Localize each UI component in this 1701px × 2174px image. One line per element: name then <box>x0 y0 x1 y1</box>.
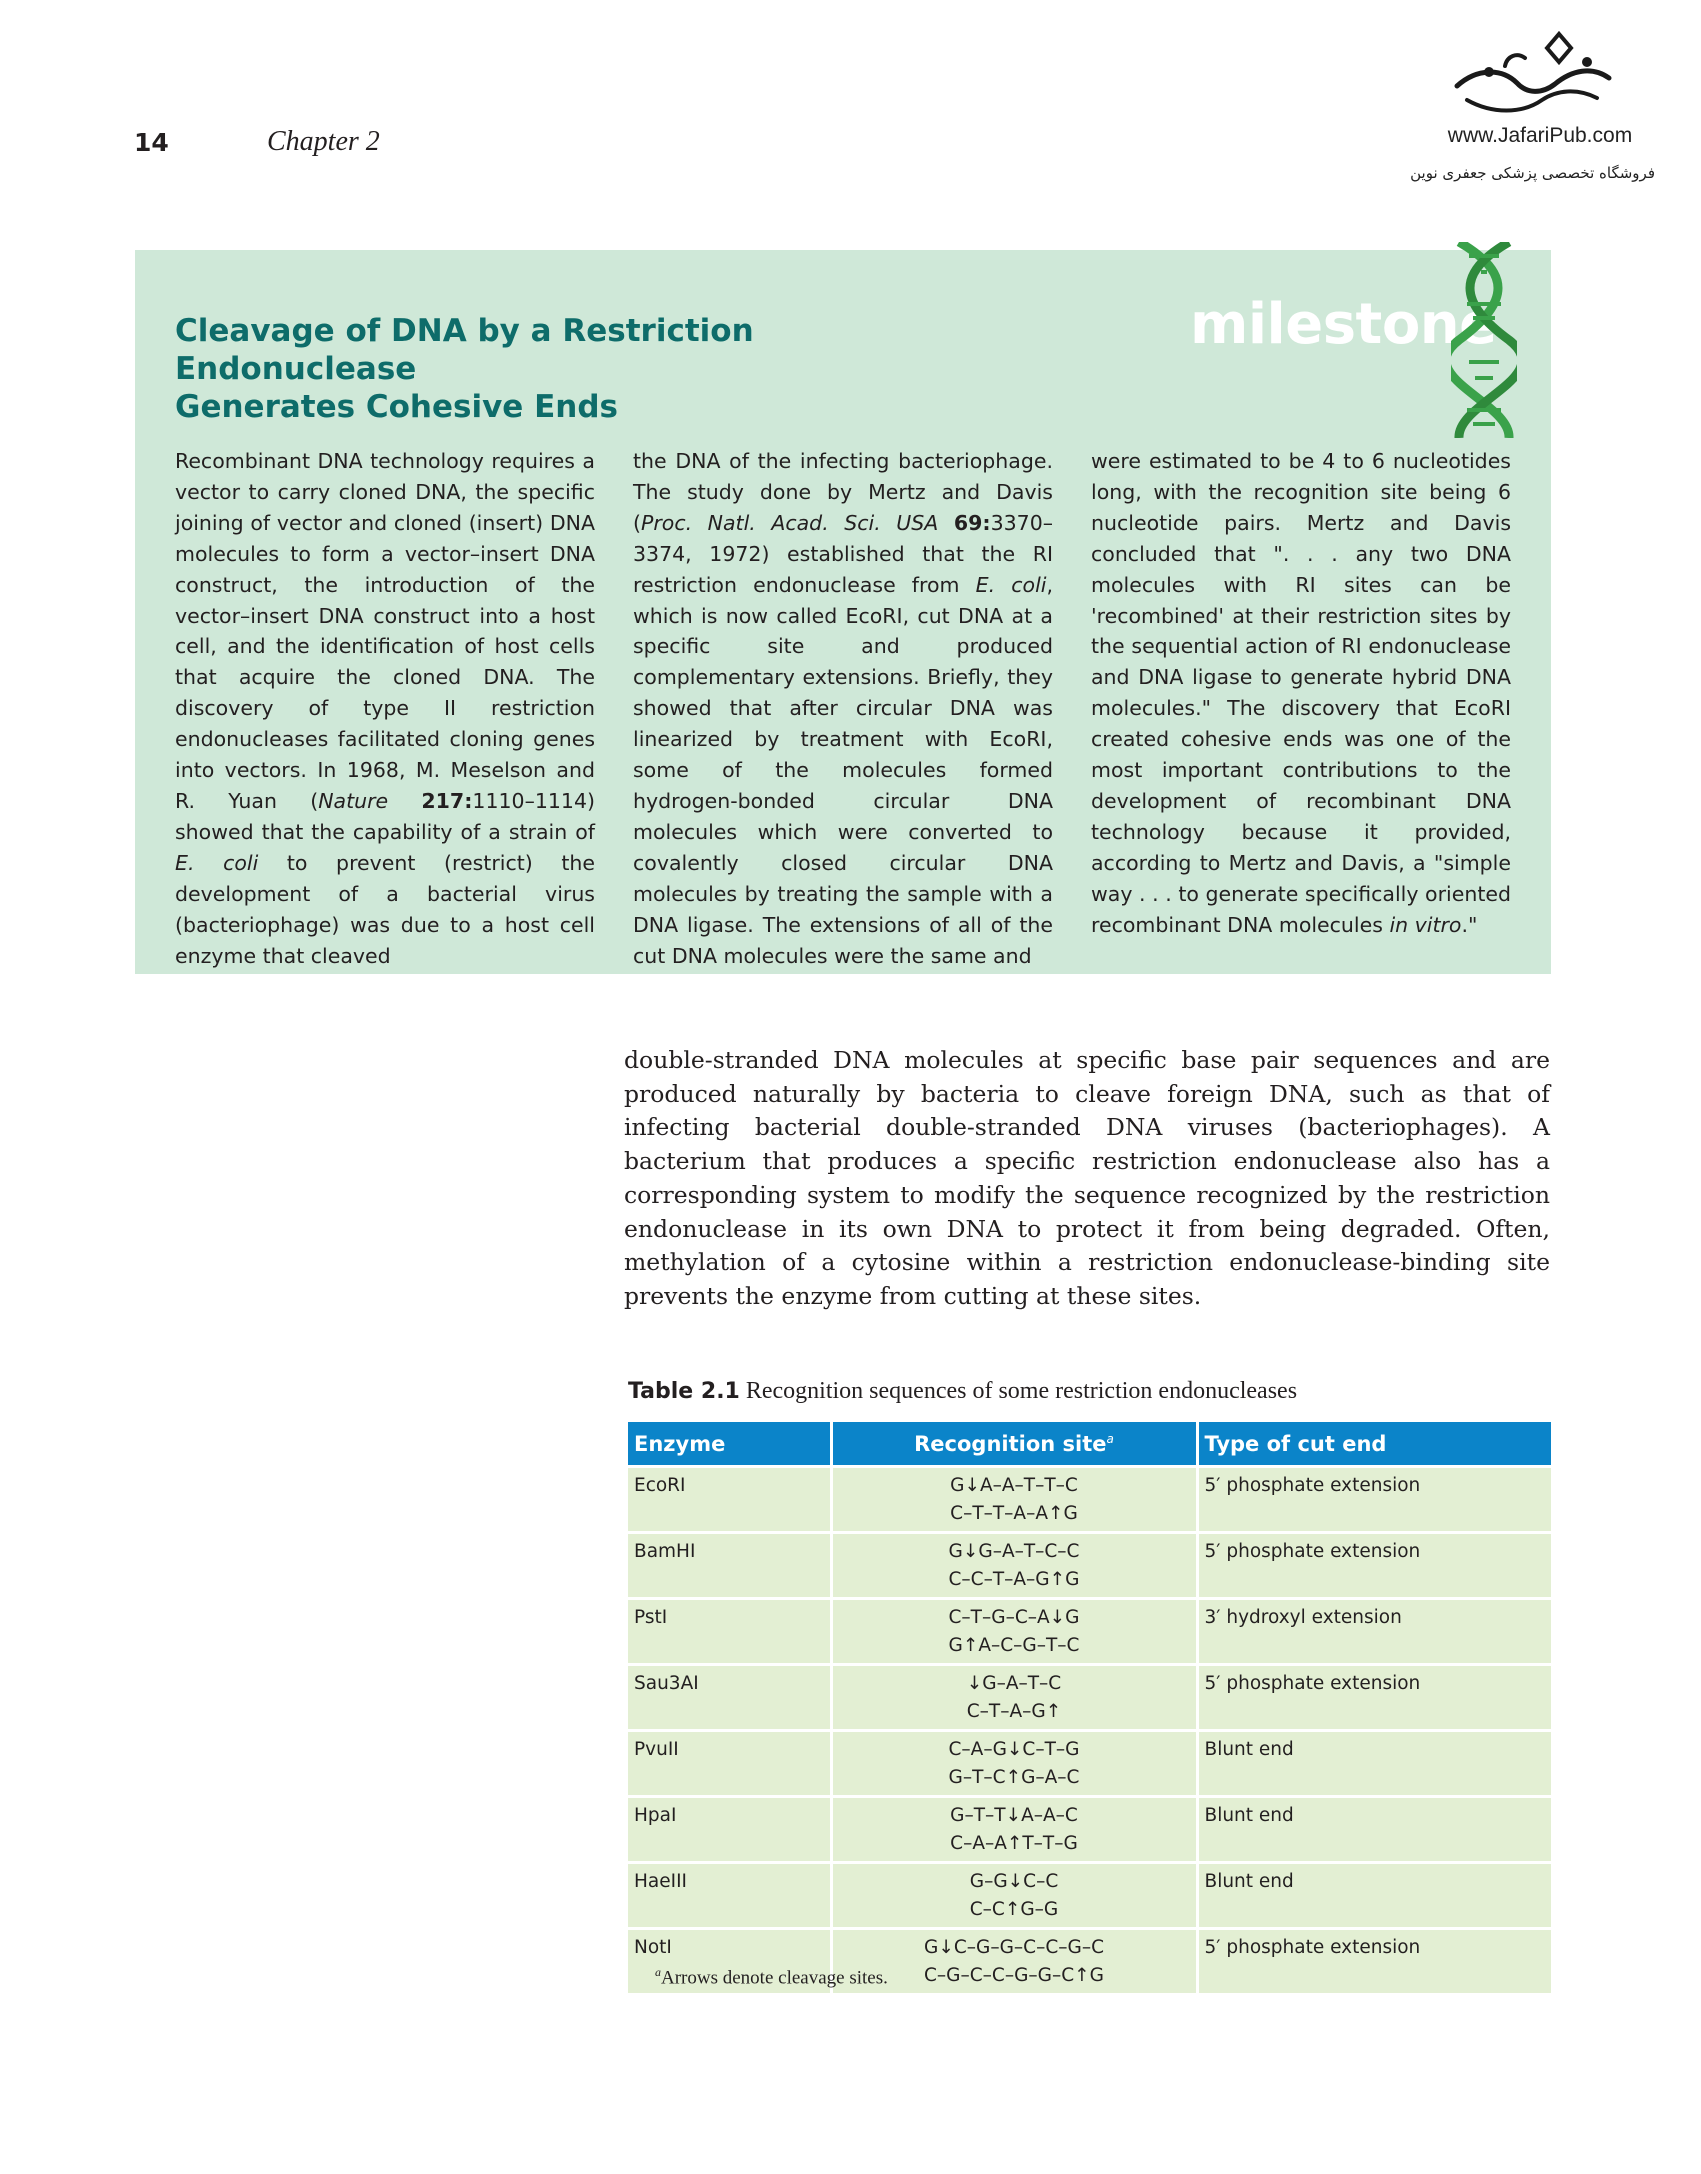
cut-type-cell: Blunt end <box>1197 1863 1551 1929</box>
cut-type-cell: 5′ phosphate extension <box>1197 1665 1551 1731</box>
body-paragraph: double-stranded DNA molecules at specific base pair sequences and are produced naturally by bacteria to cleave foreign DNA, such as that of infecting bacterial double-stranded DNA viruses (bacteriophages). A bacterium that produces a specific restriction endonuclease also has a corresponding system to modify the sequence recognized by the restriction endonuclease in its own DNA to protect it from being degraded. Often, methylation of a cytosine within a restriction endonuclease-binding site prevents the enzyme from cutting at these sites. <box>624 1046 1550 1310</box>
site-top-strand: ↓G–A–T–C <box>966 1673 1062 1694</box>
site-bottom-strand: C–A–A↑T–T–G <box>950 1833 1078 1854</box>
enzyme-cell: EcoRI <box>628 1467 831 1533</box>
publisher-tagline: فروشگاه تخصصی پزشکی جعفری نوین <box>1410 164 1655 182</box>
site-top-strand: G–T–T↓A–A–C <box>950 1805 1078 1826</box>
page-number: 14 <box>134 128 169 157</box>
milestone-title-line1: Cleavage of DNA by a Restriction Endonuclease <box>175 313 754 387</box>
recognition-site-cell <box>831 1797 1197 1863</box>
table-title: Recognition sequences of some restriction endonucleases <box>745 1378 1298 1404</box>
text-run: ." <box>1461 912 1478 937</box>
table-header-row <box>628 1422 1551 1467</box>
cut-type-cell: 5′ phosphate extension <box>1197 1467 1551 1533</box>
cut-type-cell: 5′ phosphate extension <box>1197 1929 1551 1994</box>
text-run: Recombinant DNA technology requires a vector to carry cloned DNA, the specific joining of vector and cloned (insert) DNA molecules to form a vector–insert DNA construct, the introduction of the vector–insert DNA construct into a host cell, and the identification of host cells that acquire the cloned DNA. The discovery of type II restriction endonucleases facilitated cloning genes into vectors. In 1968, M. Meselson and R. Yuan ( <box>175 449 595 813</box>
cut-type-cell: Blunt end <box>1197 1797 1551 1863</box>
header-recognition-site <box>831 1422 1197 1467</box>
text-run: to prevent (restrict) the development of a bacterial virus (bacteriophage) was due to a host cell enzyme that cleaved <box>175 850 595 968</box>
site-top-strand: G↓C–G–G–C–C–G–C <box>923 1937 1104 1958</box>
enzyme-cell: NotI <box>628 1929 831 1994</box>
text-run: E. coli <box>975 572 1047 597</box>
site-top-strand: C–A–G↓C–T–G <box>948 1739 1080 1760</box>
recognition-site-cell <box>831 1731 1197 1797</box>
text-run: Nature <box>318 788 389 813</box>
site-top-strand: G–G↓C–C <box>969 1871 1059 1892</box>
enzyme-cell: PstI <box>628 1599 831 1665</box>
text-run: , which is now called EcoRI, cut DNA at a specific site and produced complementary extensions. Briefly, they showed that after circular DNA was linearized by treatment with EcoRI, some of the molecules formed hydrogen-bonded circular DNA molecules which were converted to covalently closed circular DNA molecules by treating the sample with a DNA ligase. The extensions of all of the cut DNA molecules were the same and <box>633 572 1053 968</box>
milestone-title <box>175 312 935 426</box>
header-cut-type: Type of cut end <box>1197 1422 1551 1467</box>
footnote-marker: a <box>655 1965 661 1979</box>
header-footnote-marker: a <box>1106 1431 1114 1446</box>
milestone-box <box>135 250 1551 974</box>
table-row <box>628 1467 1551 1533</box>
publisher-logo-mark <box>1447 28 1617 128</box>
site-bottom-strand: G↑A–C–G–T–C <box>948 1635 1080 1656</box>
cut-type-cell: 5′ phosphate extension <box>1197 1533 1551 1599</box>
recognition-site-cell <box>831 1863 1197 1929</box>
text-run: E. coli <box>175 850 259 875</box>
text-run: 69: <box>953 510 991 535</box>
table-body <box>628 1467 1551 1994</box>
enzyme-cell: HaeIII <box>628 1863 831 1929</box>
header-enzyme: Enzyme <box>628 1422 831 1467</box>
enzyme-cell: Sau3AI <box>628 1665 831 1731</box>
enzyme-cell: HpaI <box>628 1797 831 1863</box>
milestone-title-line2: Generates Cohesive Ends <box>175 389 618 425</box>
milestone-column-1 <box>175 446 595 971</box>
dna-helix-icon <box>1451 242 1517 438</box>
site-top-strand: G↓A–A–T–T–C <box>950 1475 1078 1496</box>
site-top-strand: C–T–G–C–A↓G <box>948 1607 1080 1628</box>
text-run <box>938 511 954 535</box>
text-run: were estimated to be 4 to 6 nucleotides long, with the recognition site being 6 nucleotide pairs. Mertz and Davis concluded that ". . . any two DNA molecules with RI sites can be 'recombined' at their restriction sites by the sequential action of RI endonuclease and DNA ligase to generate hybrid DNA molecules." The discovery that EcoRI created cohesive ends was one of the most important contributions to the development of recombinant DNA technology because it provided, according to Mertz and Davis, a "simple way . . . to generate specifically oriented recombinant DNA molecules <box>1091 449 1511 937</box>
text-run: Proc. Natl. Acad. Sci. USA <box>641 510 939 535</box>
table-row <box>628 1863 1551 1929</box>
table-footnote <box>655 1965 888 1989</box>
table-row <box>628 1599 1551 1665</box>
recognition-site-cell <box>831 1665 1197 1731</box>
recognition-site-cell <box>831 1533 1197 1599</box>
table-row <box>628 1797 1551 1863</box>
table-row <box>628 1665 1551 1731</box>
text-run: 1110–1114) showed that the capability of a strain of <box>175 788 595 844</box>
text-run: the DNA of the infecting bacteriophage. The study done by Mertz and Davis ( <box>633 449 1053 535</box>
site-bottom-strand: C–C↑G–G <box>969 1899 1059 1920</box>
site-bottom-strand: C–G–C–C–G–G–C↑G <box>923 1965 1104 1986</box>
chapter-label: Chapter 2 <box>267 126 380 157</box>
recognition-site-cell <box>831 1599 1197 1665</box>
enzyme-cell: PvuII <box>628 1731 831 1797</box>
site-bottom-strand: C–T–T–A–A↑G <box>950 1503 1078 1524</box>
text-run: 217: <box>421 788 473 813</box>
table-row <box>628 1533 1551 1599</box>
enzyme-cell: BamHI <box>628 1533 831 1599</box>
table-row <box>628 1731 1551 1797</box>
site-bottom-strand: C–C–T–A–G↑G <box>948 1569 1080 1590</box>
milestone-badge: milestone <box>1190 292 1497 357</box>
enzyme-table <box>628 1422 1551 1993</box>
footnote-text: Arrows denote cleavage sites. <box>661 1967 888 1989</box>
milestone-column-3 <box>1091 446 1511 941</box>
site-bottom-strand: C–T–A–G↑ <box>966 1701 1062 1722</box>
cut-type-cell: Blunt end <box>1197 1731 1551 1797</box>
milestone-column-2 <box>633 446 1053 971</box>
publisher-url: www.JafariPub.com <box>1447 124 1633 147</box>
text-run: in vitro <box>1389 912 1462 937</box>
text-run <box>388 789 421 813</box>
text-run: 3370–3374, 1972) established that the RI restriction endonuclease from <box>633 510 1053 597</box>
site-bottom-strand: G–T–C↑G–A–C <box>948 1767 1080 1788</box>
header-recognition-site-label: Recognition site <box>914 1431 1107 1456</box>
site-top-strand: G↓G–A–T–C–C <box>948 1541 1080 1562</box>
table-caption <box>628 1378 1297 1405</box>
publisher-logo <box>1410 28 1655 188</box>
table-label: Table 2.1 <box>628 1379 740 1404</box>
recognition-site-cell <box>831 1467 1197 1533</box>
cut-type-cell: 3′ hydroxyl extension <box>1197 1599 1551 1665</box>
